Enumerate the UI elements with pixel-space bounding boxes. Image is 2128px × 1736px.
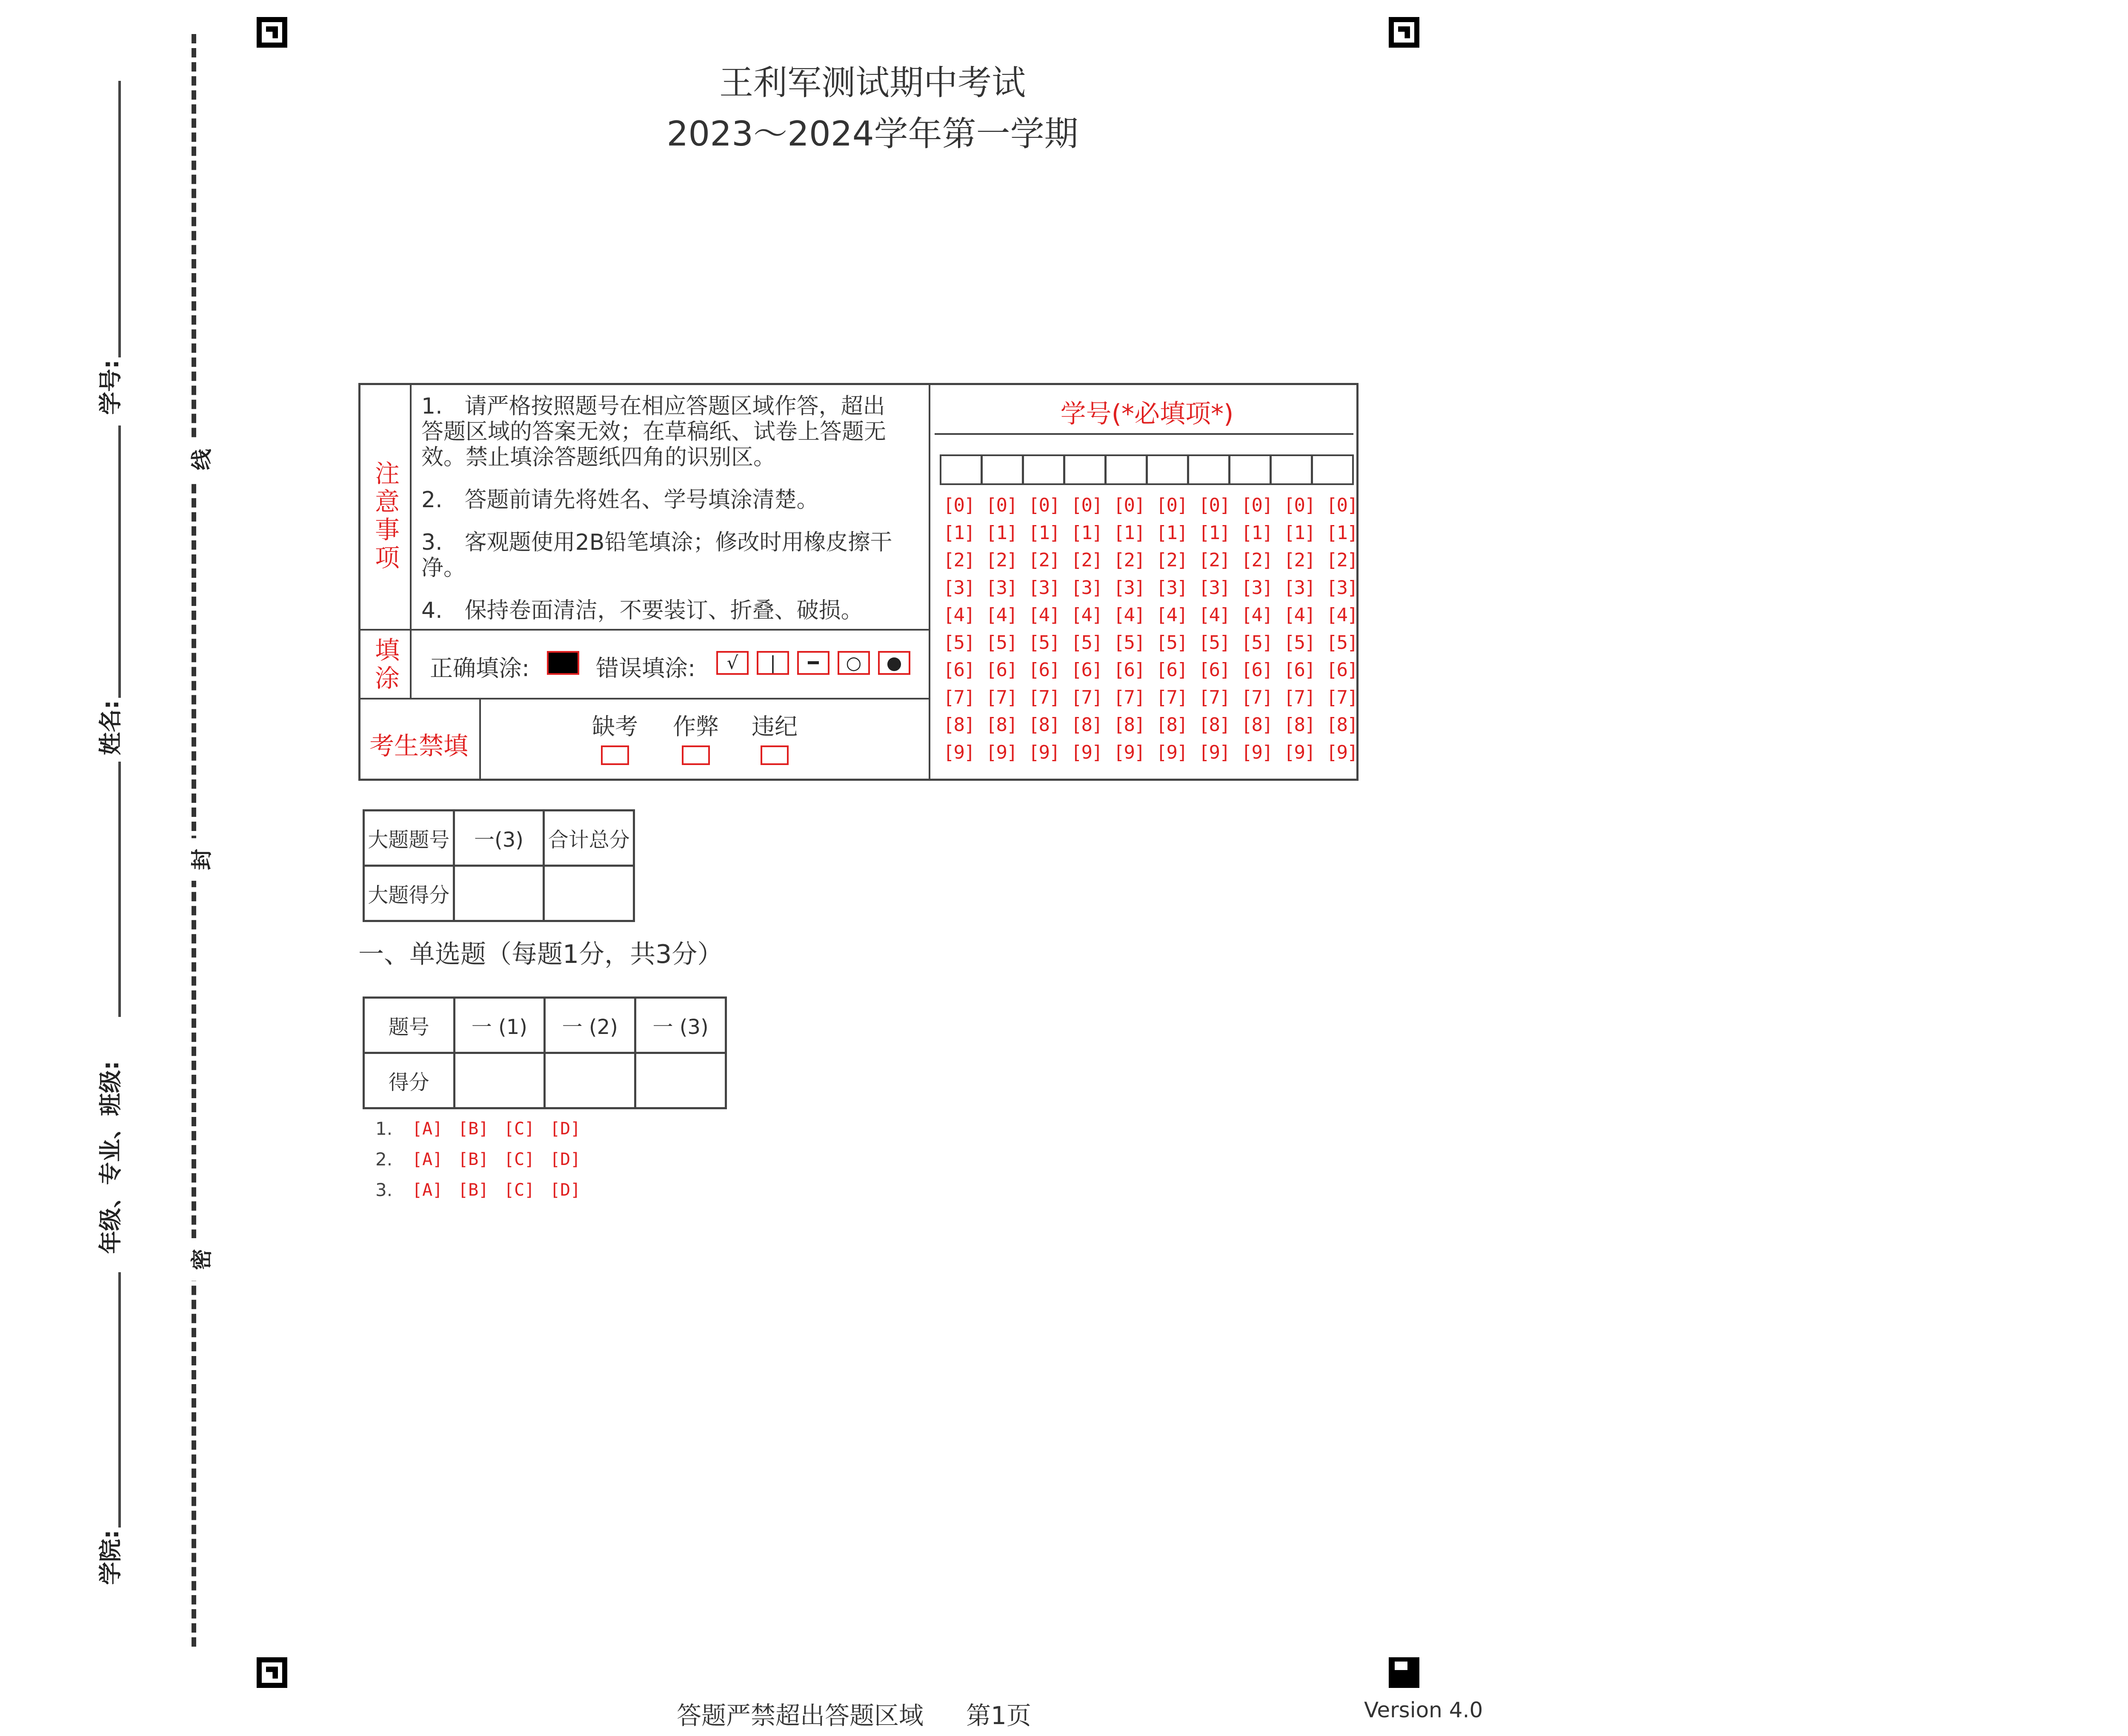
student-id-digit-bubble[interactable]: [0] — [1028, 494, 1060, 516]
divider — [358, 629, 930, 631]
student-id-digit-bubble[interactable]: [9] — [986, 741, 1017, 763]
student-id-digit-bubble[interactable]: [7] — [1284, 686, 1315, 708]
student-id-digit-bubble[interactable]: [2] — [1198, 549, 1230, 571]
seal-word-secret: 密 — [179, 1238, 221, 1281]
answer-option-bubble[interactable]: [B] — [458, 1119, 489, 1139]
student-id-digit-bubble[interactable]: [8] — [986, 714, 1017, 736]
student-id-digit-bubble[interactable]: [8] — [1198, 714, 1230, 736]
student-id-digit-bubble[interactable]: [4] — [1028, 604, 1060, 626]
footer-notice: 答题严禁超出答题区域 — [677, 1701, 924, 1730]
section1-score-cell[interactable] — [545, 1053, 635, 1108]
student-id-digit-bubble[interactable]: [9] — [1113, 741, 1145, 763]
student-id-digit-bubble[interactable]: [0] — [1071, 494, 1102, 516]
student-id-digit-bubble[interactable]: [7] — [1113, 686, 1145, 708]
student-id-digit-bubble[interactable]: [7] — [1198, 686, 1230, 708]
student-id-digit-bubble[interactable]: [6] — [943, 659, 975, 681]
student-id-digit-bubble[interactable]: [5] — [1028, 631, 1060, 654]
answer-option-bubble[interactable]: [C] — [504, 1180, 535, 1200]
student-id-digit-bubble[interactable]: [1] — [1241, 522, 1273, 544]
absent-label: 缺考 — [592, 713, 638, 740]
student-id-digit-bubble[interactable]: [7] — [943, 686, 975, 708]
corner-marker-top-center — [1389, 17, 1419, 48]
student-id-digit-bubble[interactable]: [2] — [1284, 549, 1315, 571]
answer-option-bubble[interactable]: [B] — [458, 1180, 489, 1200]
student-id-digit-bubble[interactable]: [1] — [943, 522, 975, 544]
student-id-digit-bubble[interactable]: [7] — [1326, 686, 1358, 708]
divider — [358, 698, 930, 700]
student-id-digit-bubble[interactable]: [2] — [986, 549, 1017, 571]
answer-option-bubble[interactable]: [C] — [504, 1150, 535, 1169]
student-id-digit-bubble[interactable]: [2] — [1156, 549, 1187, 571]
wrong-fill-bar: | — [757, 651, 789, 675]
student-id-digit-bubble[interactable]: [9] — [1028, 741, 1060, 763]
student-id-digit-bubble[interactable]: [3] — [986, 577, 1017, 599]
student-id-digit-bubble[interactable]: [1] — [1113, 522, 1145, 544]
summary-header-cell: 一(3) — [454, 811, 544, 866]
answer-option-bubble[interactable]: [D] — [550, 1150, 581, 1169]
student-id-digit-bubble[interactable]: [3] — [1241, 577, 1273, 599]
cheating-checkbox[interactable] — [682, 745, 710, 765]
student-id-digit-bubble[interactable]: [3] — [1198, 577, 1230, 599]
student-no-label: 学号: — [97, 360, 124, 415]
corner-marker-top-left — [257, 17, 287, 48]
divider — [929, 383, 930, 781]
student-id-digit-bubble[interactable]: [5] — [943, 631, 975, 654]
student-id-digit-bubble[interactable]: [1] — [1156, 522, 1187, 544]
summary-score-label: 大题得分 — [364, 866, 454, 921]
prohibited-label: 考生禁填 — [369, 731, 469, 760]
student-id-digit-bubble[interactable]: [8] — [1028, 714, 1060, 736]
student-id-cell[interactable] — [1229, 454, 1271, 485]
wrong-fill-label: 错误填涂: — [596, 655, 696, 682]
student-id-digit-bubble[interactable]: [8] — [1113, 714, 1145, 736]
divider — [935, 433, 1353, 435]
student-id-digit-bubble[interactable]: [2] — [1326, 549, 1358, 571]
violation-label: 违纪 — [752, 713, 798, 740]
student-id-digit-bubble[interactable]: [6] — [1326, 659, 1358, 681]
student-id-digit-bubble[interactable]: [1] — [1326, 522, 1358, 544]
summary-total-cell[interactable] — [544, 866, 634, 921]
student-id-digit-bubble[interactable]: [4] — [1241, 604, 1273, 626]
seal-word-line: 线 — [179, 438, 221, 481]
college-label: 学院: — [97, 1530, 124, 1585]
student-id-digit-bubble[interactable]: [7] — [1071, 686, 1102, 708]
student-id-digit-bubble[interactable]: [4] — [1198, 604, 1230, 626]
answer-option-bubble[interactable]: [A] — [412, 1150, 443, 1169]
section1-score-cell[interactable] — [635, 1053, 726, 1108]
student-id-digit-bubble[interactable]: [3] — [943, 577, 975, 599]
footer-version: Version 4.0 — [1364, 1698, 1483, 1722]
student-id-digit-bubble[interactable]: [9] — [1156, 741, 1187, 763]
student-id-digit-bubble[interactable]: [1] — [1284, 522, 1315, 544]
student-id-digit-bubble[interactable]: [1] — [986, 522, 1017, 544]
student-id-digit-bubble[interactable]: [9] — [1326, 741, 1358, 763]
student-id-digit-bubble[interactable]: [3] — [1326, 577, 1358, 599]
question-number: 3. — [375, 1179, 393, 1200]
violation-checkbox[interactable] — [761, 745, 789, 765]
college-line — [118, 1272, 121, 1528]
answer-option-bubble[interactable]: [A] — [412, 1119, 443, 1139]
question-number: 2. — [375, 1149, 393, 1170]
class-line — [118, 762, 121, 1017]
student-id-digit-bubble[interactable]: [3] — [1284, 577, 1315, 599]
student-id-digit-bubble[interactable]: [6] — [1284, 659, 1315, 681]
student-id-digit-bubble[interactable]: [0] — [1113, 494, 1145, 516]
name-line — [118, 425, 121, 698]
student-id-cell[interactable] — [1064, 454, 1106, 485]
student-id-digit-bubble[interactable]: [1] — [1071, 522, 1102, 544]
student-id-digit-bubble[interactable]: [8] — [1326, 714, 1358, 736]
answer-option-bubble[interactable]: [D] — [550, 1119, 581, 1139]
student-id-digit-bubble[interactable]: [5] — [986, 631, 1017, 654]
student-id-digit-bubble[interactable]: [8] — [1241, 714, 1273, 736]
student-id-digit-bubble[interactable]: [9] — [943, 741, 975, 763]
student-id-cell[interactable] — [1022, 454, 1065, 485]
student-no-line — [118, 81, 121, 357]
student-id-digit-bubble[interactable]: [0] — [1326, 494, 1358, 516]
student-id-digit-bubble[interactable]: [3] — [1113, 577, 1145, 599]
student-id-digit-bubble[interactable]: [9] — [1198, 741, 1230, 763]
student-id-digit-bubble[interactable]: [0] — [1198, 494, 1230, 516]
student-id-digit-bubble[interactable]: [9] — [1071, 741, 1102, 763]
student-id-cell[interactable] — [1105, 454, 1147, 485]
section1-score-table — [363, 996, 727, 1109]
class-label: 年级、专业、班级: — [97, 1061, 124, 1254]
student-id-digit-bubble[interactable]: [8] — [1071, 714, 1102, 736]
student-id-digit-bubble[interactable]: [6] — [1113, 659, 1145, 681]
student-id-digit-bubble[interactable]: [1] — [1198, 522, 1230, 544]
summary-header-cell: 合计总分 — [544, 811, 634, 866]
student-id-digit-bubble[interactable]: [6] — [1156, 659, 1187, 681]
student-id-digit-bubble[interactable]: [5] — [1156, 631, 1187, 654]
student-id-digit-bubble[interactable]: [6] — [1071, 659, 1102, 681]
exam-title: 王利军测试期中考试 — [719, 63, 1026, 103]
student-id-digit-bubble[interactable]: [8] — [1156, 714, 1187, 736]
student-id-digit-bubble[interactable]: [5] — [1071, 631, 1102, 654]
answer-option-bubble[interactable]: [C] — [504, 1119, 535, 1139]
student-id-digit-bubble[interactable]: [7] — [986, 686, 1017, 708]
student-id-digit-bubble[interactable]: [2] — [1241, 549, 1273, 571]
section1-heading: 一、单选题（每题1分，共3分） — [358, 939, 723, 969]
section1-score-label: 得分 — [364, 1053, 455, 1108]
seal-word-seal: 封 — [179, 838, 221, 881]
cheating-label: 作弊 — [673, 713, 719, 740]
student-id-digit-bubble[interactable]: [8] — [943, 714, 975, 736]
student-id-digit-bubble[interactable]: [5] — [1241, 631, 1273, 654]
student-id-digit-bubble[interactable]: [9] — [1284, 741, 1315, 763]
student-id-digit-bubble[interactable]: [7] — [1028, 686, 1060, 708]
student-id-digit-bubble[interactable]: [5] — [1326, 631, 1358, 654]
name-label: 姓名: — [97, 700, 124, 755]
student-id-digit-bubble[interactable]: [4] — [1071, 604, 1102, 626]
student-id-digit-bubble[interactable]: [0] — [1284, 494, 1315, 516]
student-id-cell[interactable] — [1270, 454, 1313, 485]
student-id-digit-bubble[interactable]: [2] — [1113, 549, 1145, 571]
summary-header-cell: 大题题号 — [364, 811, 454, 866]
student-id-digit-bubble[interactable]: [0] — [943, 494, 975, 516]
student-id-digit-bubble[interactable]: [7] — [1156, 686, 1187, 708]
student-id-cell[interactable] — [940, 454, 982, 485]
student-id-digit-bubble[interactable]: [3] — [1156, 577, 1187, 599]
student-id-digit-bubble[interactable]: [6] — [1241, 659, 1273, 681]
student-id-digit-bubble[interactable]: [6] — [1028, 659, 1060, 681]
notice-item-4: 4. 保持卷面清洁，不要装订、折叠、破损。 — [421, 598, 863, 623]
corner-marker-bottom-center — [1389, 1657, 1419, 1688]
wrong-fill-circle: ○ — [838, 651, 870, 675]
student-id-digit-bubble[interactable]: [4] — [1156, 604, 1187, 626]
student-id-digit-bubble[interactable]: [4] — [1284, 604, 1315, 626]
absent-checkbox[interactable] — [601, 745, 629, 765]
student-id-digit-bubble[interactable]: [0] — [1241, 494, 1273, 516]
student-id-digit-bubble[interactable]: [5] — [1198, 631, 1230, 654]
section1-score-cell[interactable] — [454, 1053, 545, 1108]
student-id-digit-bubble[interactable]: [9] — [1241, 741, 1273, 763]
correct-fill-label: 正确填涂: — [430, 655, 530, 682]
section1-header-cell: 题号 — [364, 998, 455, 1053]
wrong-fill-check: √ — [716, 651, 749, 675]
answer-option-bubble[interactable]: [A] — [412, 1180, 443, 1200]
answer-option-bubble[interactable]: [D] — [550, 1180, 581, 1200]
student-id-digit-bubble[interactable]: [0] — [1156, 494, 1187, 516]
student-id-digit-bubble[interactable]: [2] — [1028, 549, 1060, 571]
student-id-digit-bubble[interactable]: [4] — [1113, 604, 1145, 626]
notice-item-2: 2. 答题前请先将姓名、学号填涂清楚。 — [421, 487, 819, 513]
exam-term: 2023～2024学年第一学期 — [666, 114, 1078, 154]
question-number: 1. — [375, 1118, 393, 1139]
fill-guide-heading: 填 涂 — [375, 636, 400, 693]
student-id-digit-bubble[interactable]: [4] — [986, 604, 1017, 626]
notice-heading: 注 意 事 项 — [375, 459, 400, 572]
corner-marker-bottom-left — [257, 1657, 287, 1688]
student-id-cell[interactable] — [1311, 454, 1354, 485]
summary-score-cell[interactable] — [454, 866, 544, 921]
wrong-fill-dash: ━ — [797, 651, 829, 675]
footer-page: 第1页 — [966, 1701, 1031, 1730]
student-id-digit-bubble[interactable]: [2] — [943, 549, 975, 571]
student-id-cell[interactable] — [1187, 454, 1230, 485]
section1-header-cell: 一 (3) — [635, 998, 726, 1053]
section1-header-cell: 一 (2) — [545, 998, 635, 1053]
correct-fill-sample — [547, 651, 579, 675]
student-id-digit-bubble[interactable]: [3] — [1028, 577, 1060, 599]
wrong-fill-dot: ● — [878, 651, 910, 675]
answer-option-bubble[interactable]: [B] — [458, 1150, 489, 1169]
score-summary-table — [363, 809, 635, 922]
student-id-cell[interactable] — [1146, 454, 1189, 485]
student-id-title: 学号(*必填项*) — [1060, 399, 1234, 429]
section1-header-cell: 一 (1) — [454, 998, 545, 1053]
student-id-digit-bubble[interactable]: [6] — [1198, 659, 1230, 681]
student-id-digit-bubble[interactable]: [2] — [1071, 549, 1102, 571]
notice-item-1: 1. 请严格按照题号在相应答题区域作答，超出答题区域的答案无效；在草稿纸、试卷上答题无效。禁止填涂答题纸四角的识别区。 — [421, 394, 887, 470]
student-id-digit-bubble[interactable]: [4] — [943, 604, 975, 626]
divider — [410, 383, 412, 698]
student-id-cell[interactable] — [981, 454, 1024, 485]
student-id-digit-bubble[interactable]: [5] — [1284, 631, 1315, 654]
student-id-digit-bubble[interactable]: [5] — [1113, 631, 1145, 654]
student-id-digit-bubble[interactable]: [1] — [1028, 522, 1060, 544]
notice-item-3: 3. 客观题使用2B铅笔填涂；修改时用橡皮擦干净。 — [421, 530, 892, 581]
student-id-digit-bubble[interactable]: [7] — [1241, 686, 1273, 708]
student-id-digit-bubble[interactable]: [3] — [1071, 577, 1102, 599]
student-id-digit-bubble[interactable]: [8] — [1284, 714, 1315, 736]
student-id-digit-bubble[interactable]: [4] — [1326, 604, 1358, 626]
divider — [479, 698, 481, 781]
student-id-digit-bubble[interactable]: [0] — [986, 494, 1017, 516]
student-id-digit-bubble[interactable]: [6] — [986, 659, 1017, 681]
